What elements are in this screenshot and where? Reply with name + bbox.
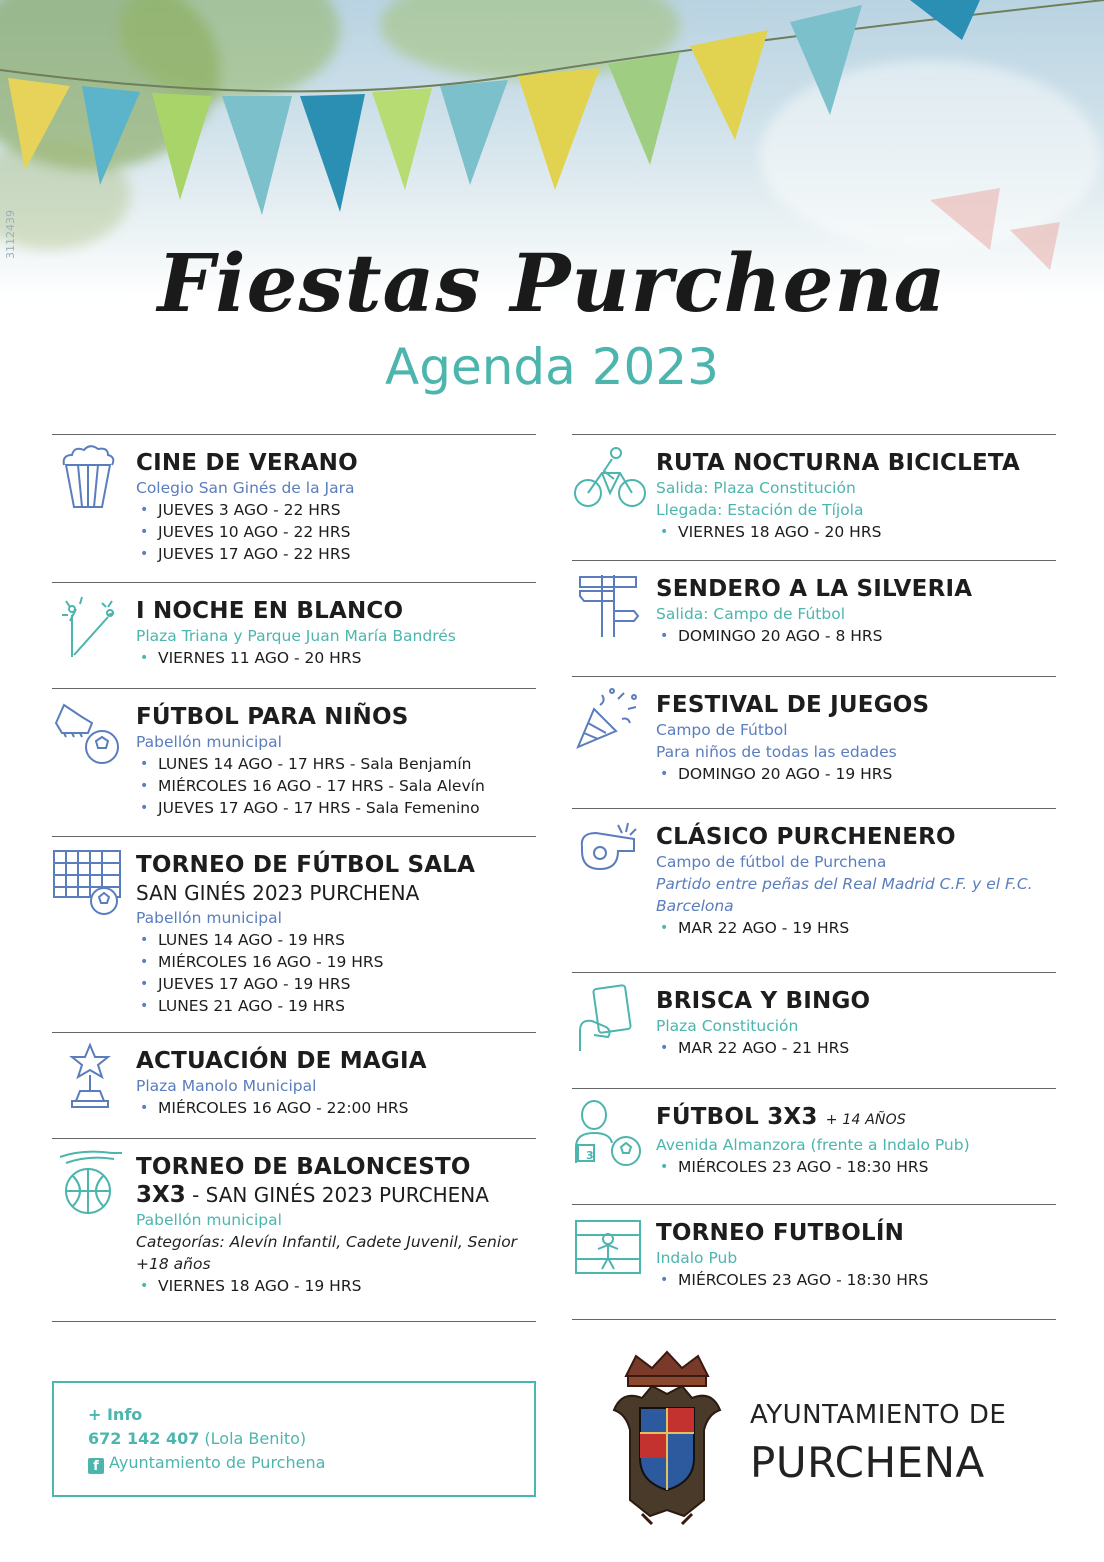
date-item: • DOMINGO 20 AGO - 19 HRS [656,763,1056,785]
event-sendero-a-la-silveria [572,560,1056,676]
event-title: CLÁSICO PURCHENERO [656,824,956,850]
event-ruta-nocturna-bicicleta [572,434,1056,560]
event-location: Pabellón municipal [136,1211,282,1229]
event-location: Salida: Campo de Fútbol [656,605,846,623]
date-item: • DOMINGO 20 AGO - 8 HRS [656,625,1056,647]
event-title: TORNEO FUTBOLÍN [656,1220,905,1246]
facebook-line[interactable] [88,1451,500,1475]
facebook-icon: f [88,1458,104,1474]
coat-of-arms-logo [612,1350,722,1526]
foosball-icon [572,1213,648,1285]
phone-number[interactable]: 672 142 407 [88,1429,200,1448]
event-subtitle-bold: 3X3 [136,1182,186,1208]
goal-net-ball-icon [52,845,128,917]
date-item: • LUNES 21 AGO - 19 HRS [136,995,536,1017]
bicycle-icon [572,443,648,515]
player-ball-icon [572,1097,648,1169]
municipality-label: AYUNTAMIENTO DE [750,1400,1007,1430]
whistle-icon [572,817,648,889]
date-list [136,753,536,819]
event-location: Plaza Manolo Municipal [136,1077,317,1095]
date-item: • JUEVES 17 AGO - 17 HRS - Sala Femenino [136,797,536,819]
date-list [136,647,536,669]
event-torneo-baloncesto [52,1138,536,1322]
municipality-name: PURCHENA [750,1438,985,1487]
event-brisca-y-bingo [572,972,1056,1088]
date-list [136,499,536,565]
event-torneo-futbol-sala [52,836,536,1032]
event-age-note: + 14 AÑOS [825,1112,906,1128]
date-item: • MIÉRCOLES 23 AGO - 18:30 HRS [656,1156,1056,1178]
event-futbol-3x3 [572,1088,1056,1204]
contact-line [88,1427,500,1451]
date-list [656,1037,1056,1059]
event-location: Plaza Constitución [656,1017,799,1035]
event-location: Salida: Plaza Constitución [656,479,856,497]
event-futbol-para-ninos [52,688,536,836]
page-subtitle: Agenda 2023 [385,338,719,396]
date-list [656,625,1056,647]
date-list [656,1269,1056,1291]
event-title [656,1103,1056,1134]
date-item: • JUEVES 17 AGO - 19 HRS [136,973,536,995]
date-item: • JUEVES 10 AGO - 22 HRS [136,521,536,543]
date-list [136,1097,536,1119]
event-location: Pabellón municipal [136,909,282,927]
event-title: FESTIVAL DE JUEGOS [656,692,930,718]
date-item: • MIÉRCOLES 16 AGO - 17 HRS - Sala Alevín [136,775,536,797]
hand-cards-icon [572,981,648,1053]
date-list [656,521,1056,543]
event-festival-de-juegos [572,676,1056,808]
date-item: • LUNES 14 AGO - 19 HRS [136,929,536,951]
date-item: • VIERNES 18 AGO - 19 HRS [136,1275,536,1297]
event-location: Plaza Triana y Parque Juan María Bandrés [136,627,456,645]
event-title: TORNEO DE BALONCESTO [136,1154,471,1180]
event-title: I NOCHE EN BLANCO [136,598,404,624]
event-location: Campo de Fútbol [656,721,788,739]
event-title: CINE DE VERANO [136,450,358,476]
date-item: • MAR 22 AGO - 19 HRS [656,917,1056,939]
date-list [656,763,1056,785]
event-note: Categorías: Alevín Infantil, Cadete Juvenil, Senior +18 años [136,1233,518,1273]
event-clasico-purchenero [572,808,1056,972]
date-item: • VIERNES 18 AGO - 20 HRS [656,521,1056,543]
date-item: • JUEVES 17 AGO - 22 HRS [136,543,536,565]
basketball-hand-icon [52,1147,128,1219]
date-item: • MAR 22 AGO - 21 HRS [656,1037,1056,1059]
event-actuacion-de-magia [52,1032,536,1138]
event-location: Campo de fútbol de Purchena [656,853,887,871]
page-title: Fiestas Purchena [157,236,947,330]
event-note: Partido entre peñas del Real Madrid C.F. y el F.C. Barcelona [656,875,1033,915]
event-subtitle [136,1181,536,1209]
event-cine-de-verano [52,434,536,582]
date-item: • MIÉRCOLES 23 AGO - 18:30 HRS [656,1269,1056,1291]
popcorn-icon [52,443,128,515]
event-subtitle-rest: - SAN GINÉS 2023 PURCHENA [185,1183,489,1207]
date-list [656,1156,1056,1178]
event-noche-en-blanco [52,582,536,688]
sparkler-icon [52,591,128,663]
event-location: Colegio San Ginés de la Jara [136,479,355,497]
event-title: BRISCA Y BINGO [656,988,871,1014]
right-column [572,434,1056,1320]
date-item: • MIÉRCOLES 16 AGO - 22:00 HRS [136,1097,536,1119]
party-popper-icon [572,685,648,757]
event-title: FÚTBOL PARA NIÑOS [136,704,409,730]
date-list [136,1275,536,1297]
svg-text:3: 3 [586,1149,594,1162]
date-item: • JUEVES 3 AGO - 22 HRS [136,499,536,521]
date-list [656,917,1056,939]
date-item: • MIÉRCOLES 16 AGO - 19 HRS [136,951,536,973]
stock-watermark: 3112439 [4,210,17,259]
info-box [52,1381,536,1497]
event-location-2: Llegada: Estación de Tíjola [656,501,864,519]
event-title: RUTA NOCTURNA BICICLETA [656,450,1020,476]
info-label: + Info [88,1405,143,1424]
event-subtitle: SAN GINÉS 2023 PURCHENA [136,881,420,905]
event-location: Indalo Pub [656,1249,738,1267]
event-title: SENDERO A LA SILVERIA [656,576,973,602]
soccer-boot-ball-icon [52,697,128,769]
contact-name: (Lola Benito) [199,1429,307,1448]
date-list [136,929,536,1017]
event-location: Pabellón municipal [136,733,282,751]
event-torneo-futbolin [572,1204,1056,1320]
facebook-name: Ayuntamiento de Purchena [109,1453,326,1472]
event-title-text: FÚTBOL 3X3 [656,1104,818,1130]
signpost-icon [572,569,648,641]
event-location-2: Para niños de todas las edades [656,743,897,761]
left-column [52,434,536,1322]
date-item: • VIERNES 11 AGO - 20 HRS [136,647,536,669]
event-location: Avenida Almanzora (frente a Indalo Pub) [656,1136,970,1154]
date-item: • LUNES 14 AGO - 17 HRS - Sala Benjamín [136,753,536,775]
event-title: TORNEO DE FÚTBOL SALA [136,852,476,878]
star-trophy-icon [52,1041,128,1113]
event-title: ACTUACIÓN DE MAGIA [136,1048,427,1074]
